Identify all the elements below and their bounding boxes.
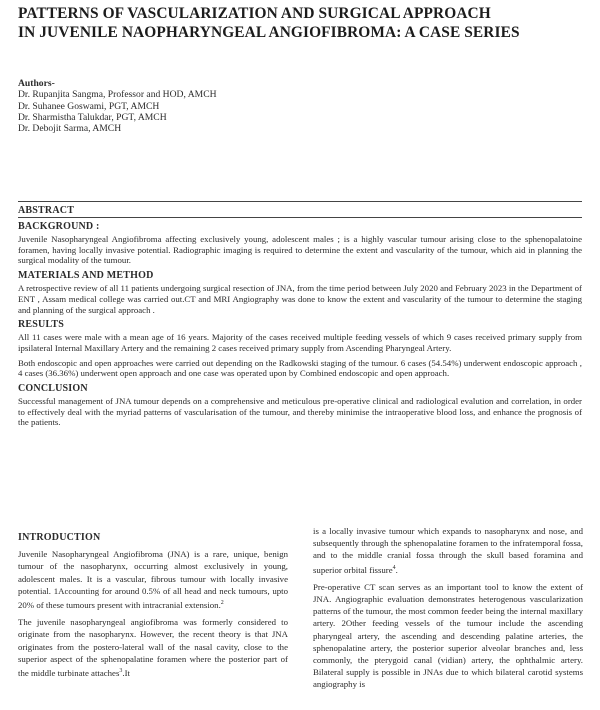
introduction-heading: INTRODUCTION xyxy=(18,532,101,543)
intro-paragraph-4: Pre-operative CT scan serves as an important tool to know the extent of JNA. Angiographic evaluation demonstrates heterogenous vascularization patterns of the tumour, the most common feeder being the internal maxillary artery. 2Other feeding vessels of the tumour include the ascending pharyngeal artery, the ascending and descending palatine arteries, the sphenopalatine artery, the posterior superior alveolar branches and, less commonly, the pterygoid canal (vidian) artery, the ophthalmic artery. Bilateral supply is possible in JNAs due to which bilateral carotid systems angiography is xyxy=(313,581,583,690)
intro-right-column xyxy=(313,525,583,696)
conclusion-heading: CONCLUSION xyxy=(18,383,88,395)
abstract-section xyxy=(18,201,582,432)
authors-label: Authors- xyxy=(18,78,55,89)
abstract-heading-rule xyxy=(18,217,582,218)
abstract-top-rule xyxy=(18,201,582,202)
authors-block xyxy=(18,78,217,134)
title-line-1: PATTERNS OF VASCULARIZATION AND SURGICAL APPROACH xyxy=(18,5,491,22)
abstract-heading: ABSTRACT xyxy=(18,205,75,216)
results-text-1: All 11 cases were male with a mean age of 16 years. Majority of the cases received multiple feeding vessels of which 9 cases received primary supply from ipsilateral Internal Maxillary Artery and the remaining 2 cases received primary supply from Ascending Pharyngeal Artery. xyxy=(18,332,582,353)
author-1: Dr. Rupanjita Sangma, Professor and HOD, AMCH xyxy=(18,89,217,101)
paper-title xyxy=(18,4,588,42)
intro-paragraph-1: Juvenile Nasopharyngeal Angiofibroma (JNA) is a rare, unique, benign tumour of the nasopharynx, occurring almost exclusively in young, adolescent males. It is a vascular, fibrous tumour with locally invasive potential. 1Accounting for around 0.5% of all head and neck tumours, upto 20% of these tumours present with intracranial extension.$^2$ xyxy=(18,549,288,610)
results-heading: RESULTS xyxy=(18,319,65,331)
title-line-2: IN JUVENILE NAOPHARYNGEAL ANGIOFIBROMA: A CASE SERIES xyxy=(18,24,520,41)
intro-paragraph-2: The juvenile nasopharyngeal angiofibroma was formerly considered to originate from the nasopharynx. However, the recent theory is that JNA originates from the postero-lateral wall of the nasal cavity, close to the superior aspect of the sphenopalatine foramen where the posterior part of the middle turbinate attaches$^3$.It xyxy=(18,617,288,678)
methods-heading: MATERIALS AND METHOD xyxy=(18,270,154,282)
intro-paragraph-3: is a locally invasive tumour which expands to nasopharynx and nose, and subsequently through the sphenopalatine foramen to the infratemporal fossa, and to the middle cranial fossa through the skull based foramina and superior orbital fissure$^4$. xyxy=(313,526,583,575)
intro-left-column xyxy=(18,532,288,684)
author-4: Dr. Debojit Sarma, AMCH xyxy=(18,123,122,135)
author-2: Dr. Suhanee Goswami, PGT, AMCH xyxy=(18,100,160,112)
background-text: Juvenile Nasopharyngeal Angiofibroma affecting exclusively young, adolescent males ; is a highly vascular tumour arising close to the sphenopalatoine foramen, having locally invasive potential. Radiographic imaging is required to determine the extent and vascularity of the tumour, which aid in planning the surgical modality of the tumour. xyxy=(18,234,582,266)
conclusion-text: Successful management of JNA tumour depends on a comprehensive and meticulous pre-operative clinical and radiological evalution and correlation, in order to effectively deal with the myriad patterns of vascularisation of the tumour, and thereby minimise the intraoperative blood loss, and enhance the prognosis of the patients. xyxy=(18,396,582,428)
results-text-2: Both endoscopic and open approaches were carried out depending on the Radkowski staging of the tumour. 6 cases (54.54%) underwent endoscopic approach , 4 cases (36.36%) underwent open approach and one case was operated upon by Combined endoscopic and open approach. xyxy=(18,357,582,379)
methods-text: A retrospective review of all 11 patients undergoing surgical resection of JNA, from the time period between July 2020 and February 2023 in the Department of ENT , Assam medical college was carried out.CT and MRI Angiography was done to know the extent and vascularity of the tumour to determine the staging and planning of the surgical approach . xyxy=(18,283,582,315)
background-heading: BACKGROUND : xyxy=(18,221,100,232)
author-3: Dr. Sharmistha Talukdar, PGT, AMCH xyxy=(18,111,167,123)
